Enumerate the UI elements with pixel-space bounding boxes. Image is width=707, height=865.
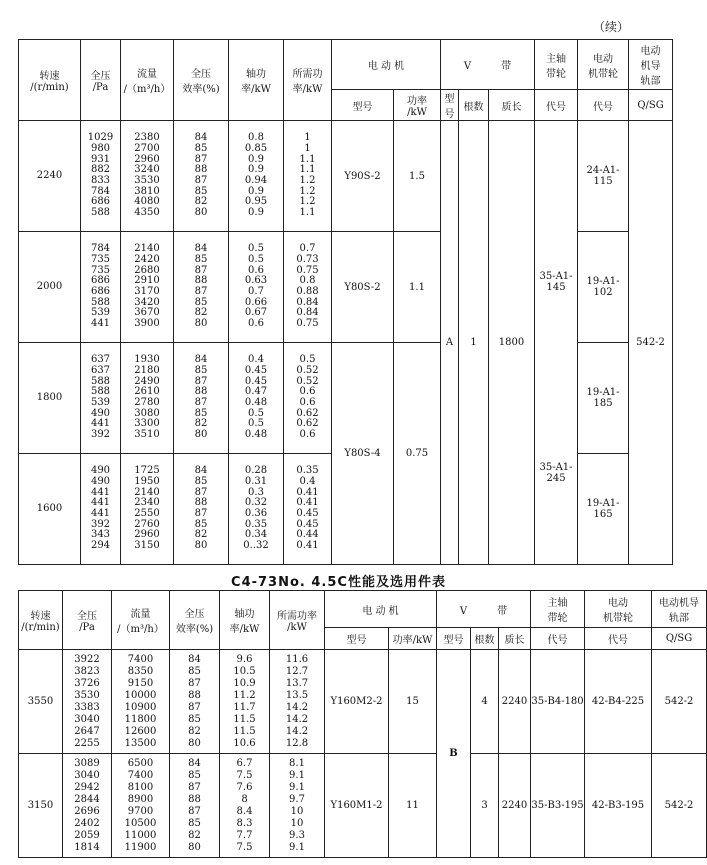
col-motor: 电 动 机 — [325, 591, 437, 628]
col-belt-length: 质长 — [489, 90, 535, 121]
col-rail: 电动 机导 轨部 — [629, 40, 673, 90]
col-rail-code: Q/SG — [652, 628, 707, 650]
col-shaft-power: 轴功 率/kW — [229, 40, 284, 121]
flow-cell: 2380 2700 2960 3240 3530 3810 4080 4350 — [121, 121, 174, 232]
motor-power-cell: 1.1 — [394, 232, 441, 343]
col-motor-power: 功率 /kW — [394, 90, 441, 121]
flow-cell: 1725 1950 2140 2340 2550 2760 2960 3150 — [121, 454, 174, 565]
flow-cell: 7400 8350 9150 10000 10900 11800 12600 13500 — [112, 650, 170, 754]
rail-cell: 542-2 — [652, 650, 707, 754]
motor-power-cell: 1.5 — [394, 121, 441, 232]
motor-model-cell: Y90S-2 — [332, 121, 394, 232]
col-main-pulley: 主轴 带轮 — [535, 40, 578, 90]
efficiency-cell: 84 85 87 88 87 85 82 80 — [174, 121, 229, 232]
shaft-power-cell: 0.4 0.45 0.45 0.47 0.48 0.5 0.5 0.48 — [229, 343, 284, 454]
motor-pulley-cell: 19-A1-185 — [578, 343, 629, 454]
col-motor-model: 型号 — [332, 90, 394, 121]
col-pressure: 全压 /Pa — [63, 591, 112, 650]
shaft-power-cell: 0.8 0.85 0.9 0.9 0.94 0.9 0.95 0.9 — [229, 121, 284, 232]
speed-cell: 1600 — [19, 454, 81, 565]
required-power-cell: 11.6 12.7 13.7 13.5 14.2 14.2 14.2 12.8 — [270, 650, 325, 754]
col-motor: 电 动 机 — [332, 40, 441, 90]
shaft-power-cell: 0.5 0.5 0.6 0.63 0.7 0.66 0.67 0.6 — [229, 232, 284, 343]
required-power-cell: 0.7 0.73 0.75 0.8 0.88 0.84 0.84 0.75 — [284, 232, 332, 343]
flow-cell: 6500 7400 8100 8900 9700 10500 11000 11900 — [112, 754, 170, 858]
rail-cell: 542-2 — [652, 754, 707, 858]
efficiency-cell: 84 85 87 88 87 85 82 80 — [170, 650, 220, 754]
belt-length-cell: 2240 — [499, 754, 531, 858]
performance-table-continued — [18, 39, 673, 565]
speed-cell: 1800 — [19, 343, 81, 454]
col-motor-power: 功率/kW — [389, 628, 437, 650]
col-belt-length: 质长 — [499, 628, 531, 650]
col-main-pulley-code: 代号 — [535, 90, 578, 121]
main-pulley-cell: 35-B4-180 — [531, 650, 585, 754]
required-power-cell: 1 1 1.1 1.1 1.2 1.2 1.2 1.1 — [284, 121, 332, 232]
col-efficiency: 全压 效率(%) — [174, 40, 229, 121]
col-belt-model: 型号 — [437, 628, 471, 650]
shaft-power-cell: 0.28 0.31 0.3 0.32 0.36 0.35 0.34 0..32 — [229, 454, 284, 565]
speed-cell: 2000 — [19, 232, 81, 343]
motor-pulley-cell: 19-A1-102 — [578, 232, 629, 343]
col-vbelt: V 带 — [441, 40, 535, 90]
motor-pulley-cell: 42-B4-225 — [585, 650, 652, 754]
col-motor-pulley-code: 代号 — [578, 90, 629, 121]
pressure-cell: 3922 3823 3726 3530 3383 3040 2647 2255 — [63, 650, 112, 754]
performance-table-4-5c — [18, 590, 707, 858]
pressure-cell: 490 490 441 441 441 392 343 294 — [81, 454, 121, 565]
col-rail: 电动机导 轨部 — [652, 591, 707, 628]
motor-model-cell: Y80S-4 — [332, 343, 394, 565]
col-required-power: 所需功 率/kW — [284, 40, 332, 121]
col-rail-code: Q/SG — [629, 90, 673, 121]
pressure-cell: 784 735 735 686 686 588 539 441 — [81, 232, 121, 343]
motor-model-cell: Y160M1-2 — [325, 754, 389, 858]
motor-pulley-cell: 19-A1-165 — [578, 454, 629, 565]
flow-cell: 2140 2420 2680 2910 3170 3420 3670 3900 — [121, 232, 174, 343]
required-power-cell: 0.35 0.4 0.41 0.41 0.45 0.45 0.44 0.41 — [284, 454, 332, 565]
belt-count-cell: 3 — [471, 754, 499, 858]
pressure-cell: 3089 3040 2942 2844 2696 2402 2059 1814 — [63, 754, 112, 858]
col-efficiency: 全压 效率(%) — [170, 591, 220, 650]
main-pulley-cell: 35-A1-145 — [535, 121, 578, 343]
belt-length-cell: 2240 — [499, 650, 531, 754]
belt-model-cell: B — [437, 650, 471, 858]
efficiency-cell: 84 85 87 88 87 85 82 80 — [174, 343, 229, 454]
col-belt-count: 根数 — [459, 90, 489, 121]
speed-cell: 3550 — [19, 650, 63, 754]
efficiency-cell: 84 85 87 88 87 85 82 80 — [174, 454, 229, 565]
col-flow: 流量 /（m³/h） — [121, 40, 174, 121]
col-belt-model: 型 号 — [441, 90, 459, 121]
required-power-cell: 8.1 9.1 9.1 9.7 10 10 9.3 9.1 — [270, 754, 325, 858]
belt-length-cell: 1800 — [489, 121, 535, 565]
speed-cell: 2240 — [19, 121, 81, 232]
shaft-power-cell: 9.6 10.5 10.9 11.2 11.7 11.5 11.5 10.6 — [220, 650, 270, 754]
motor-power-cell: 0.75 — [394, 343, 441, 565]
table-title: C4-73No. 4.5C性能及选用件表 — [231, 575, 446, 590]
motor-power-cell: 11 — [389, 754, 437, 858]
motor-pulley-cell: 24-A1-115 — [578, 121, 629, 232]
flow-cell: 1930 2180 2490 2610 2780 3080 3300 3510 — [121, 343, 174, 454]
main-pulley-cell: 35-A1-245 — [535, 343, 578, 565]
pressure-cell: 1029 980 931 882 833 784 686 588 — [81, 121, 121, 232]
pressure-cell: 637 637 588 588 539 490 441 392 — [81, 343, 121, 454]
table-row — [19, 121, 673, 232]
belt-model-cell: A — [441, 121, 459, 565]
shaft-power-cell: 6.7 7.5 7.6 8 8.4 8.3 7.7 7.5 — [220, 754, 270, 858]
belt-count-cell: 4 — [471, 650, 499, 754]
table-row — [19, 650, 707, 754]
col-vbelt: V 带 — [437, 591, 531, 628]
table-row — [19, 754, 707, 858]
motor-model-cell: Y160M2-2 — [325, 650, 389, 754]
col-shaft-power: 轴功 率/kW — [220, 591, 270, 650]
col-motor-model: 型号 — [325, 628, 389, 650]
speed-cell: 3150 — [19, 754, 63, 858]
col-flow: 流量 /（m³/h） — [112, 591, 170, 650]
col-main-pulley: 主轴 带轮 — [531, 591, 585, 628]
motor-power-cell: 15 — [389, 650, 437, 754]
col-speed: 转速 /(r/min) — [19, 40, 81, 121]
col-motor-pulley-code: 代号 — [585, 628, 652, 650]
motor-pulley-cell: 42-B3-195 — [585, 754, 652, 858]
col-motor-pulley: 电动 机带轮 — [585, 591, 652, 628]
belt-count-cell: 1 — [459, 121, 489, 565]
efficiency-cell: 84 85 87 88 87 85 82 80 — [174, 232, 229, 343]
table-row — [19, 343, 673, 454]
required-power-cell: 0.5 0.52 0.52 0.6 0.6 0.62 0.62 0.6 — [284, 343, 332, 454]
main-pulley-cell: 35-B3-195 — [531, 754, 585, 858]
rail-cell: 542-2 — [629, 121, 673, 565]
col-belt-count: 根数 — [471, 628, 499, 650]
col-main-pulley-code: 代号 — [531, 628, 585, 650]
col-pressure: 全压 /Pa — [81, 40, 121, 121]
col-required-power: 所需功率 /kW — [270, 591, 325, 650]
efficiency-cell: 84 85 87 88 87 85 82 80 — [170, 754, 220, 858]
col-motor-pulley: 电动 机带轮 — [578, 40, 629, 90]
continued-label: （续） — [593, 20, 630, 34]
col-speed: 转速 /(r/min) — [19, 591, 63, 650]
motor-model-cell: Y80S-2 — [332, 232, 394, 343]
